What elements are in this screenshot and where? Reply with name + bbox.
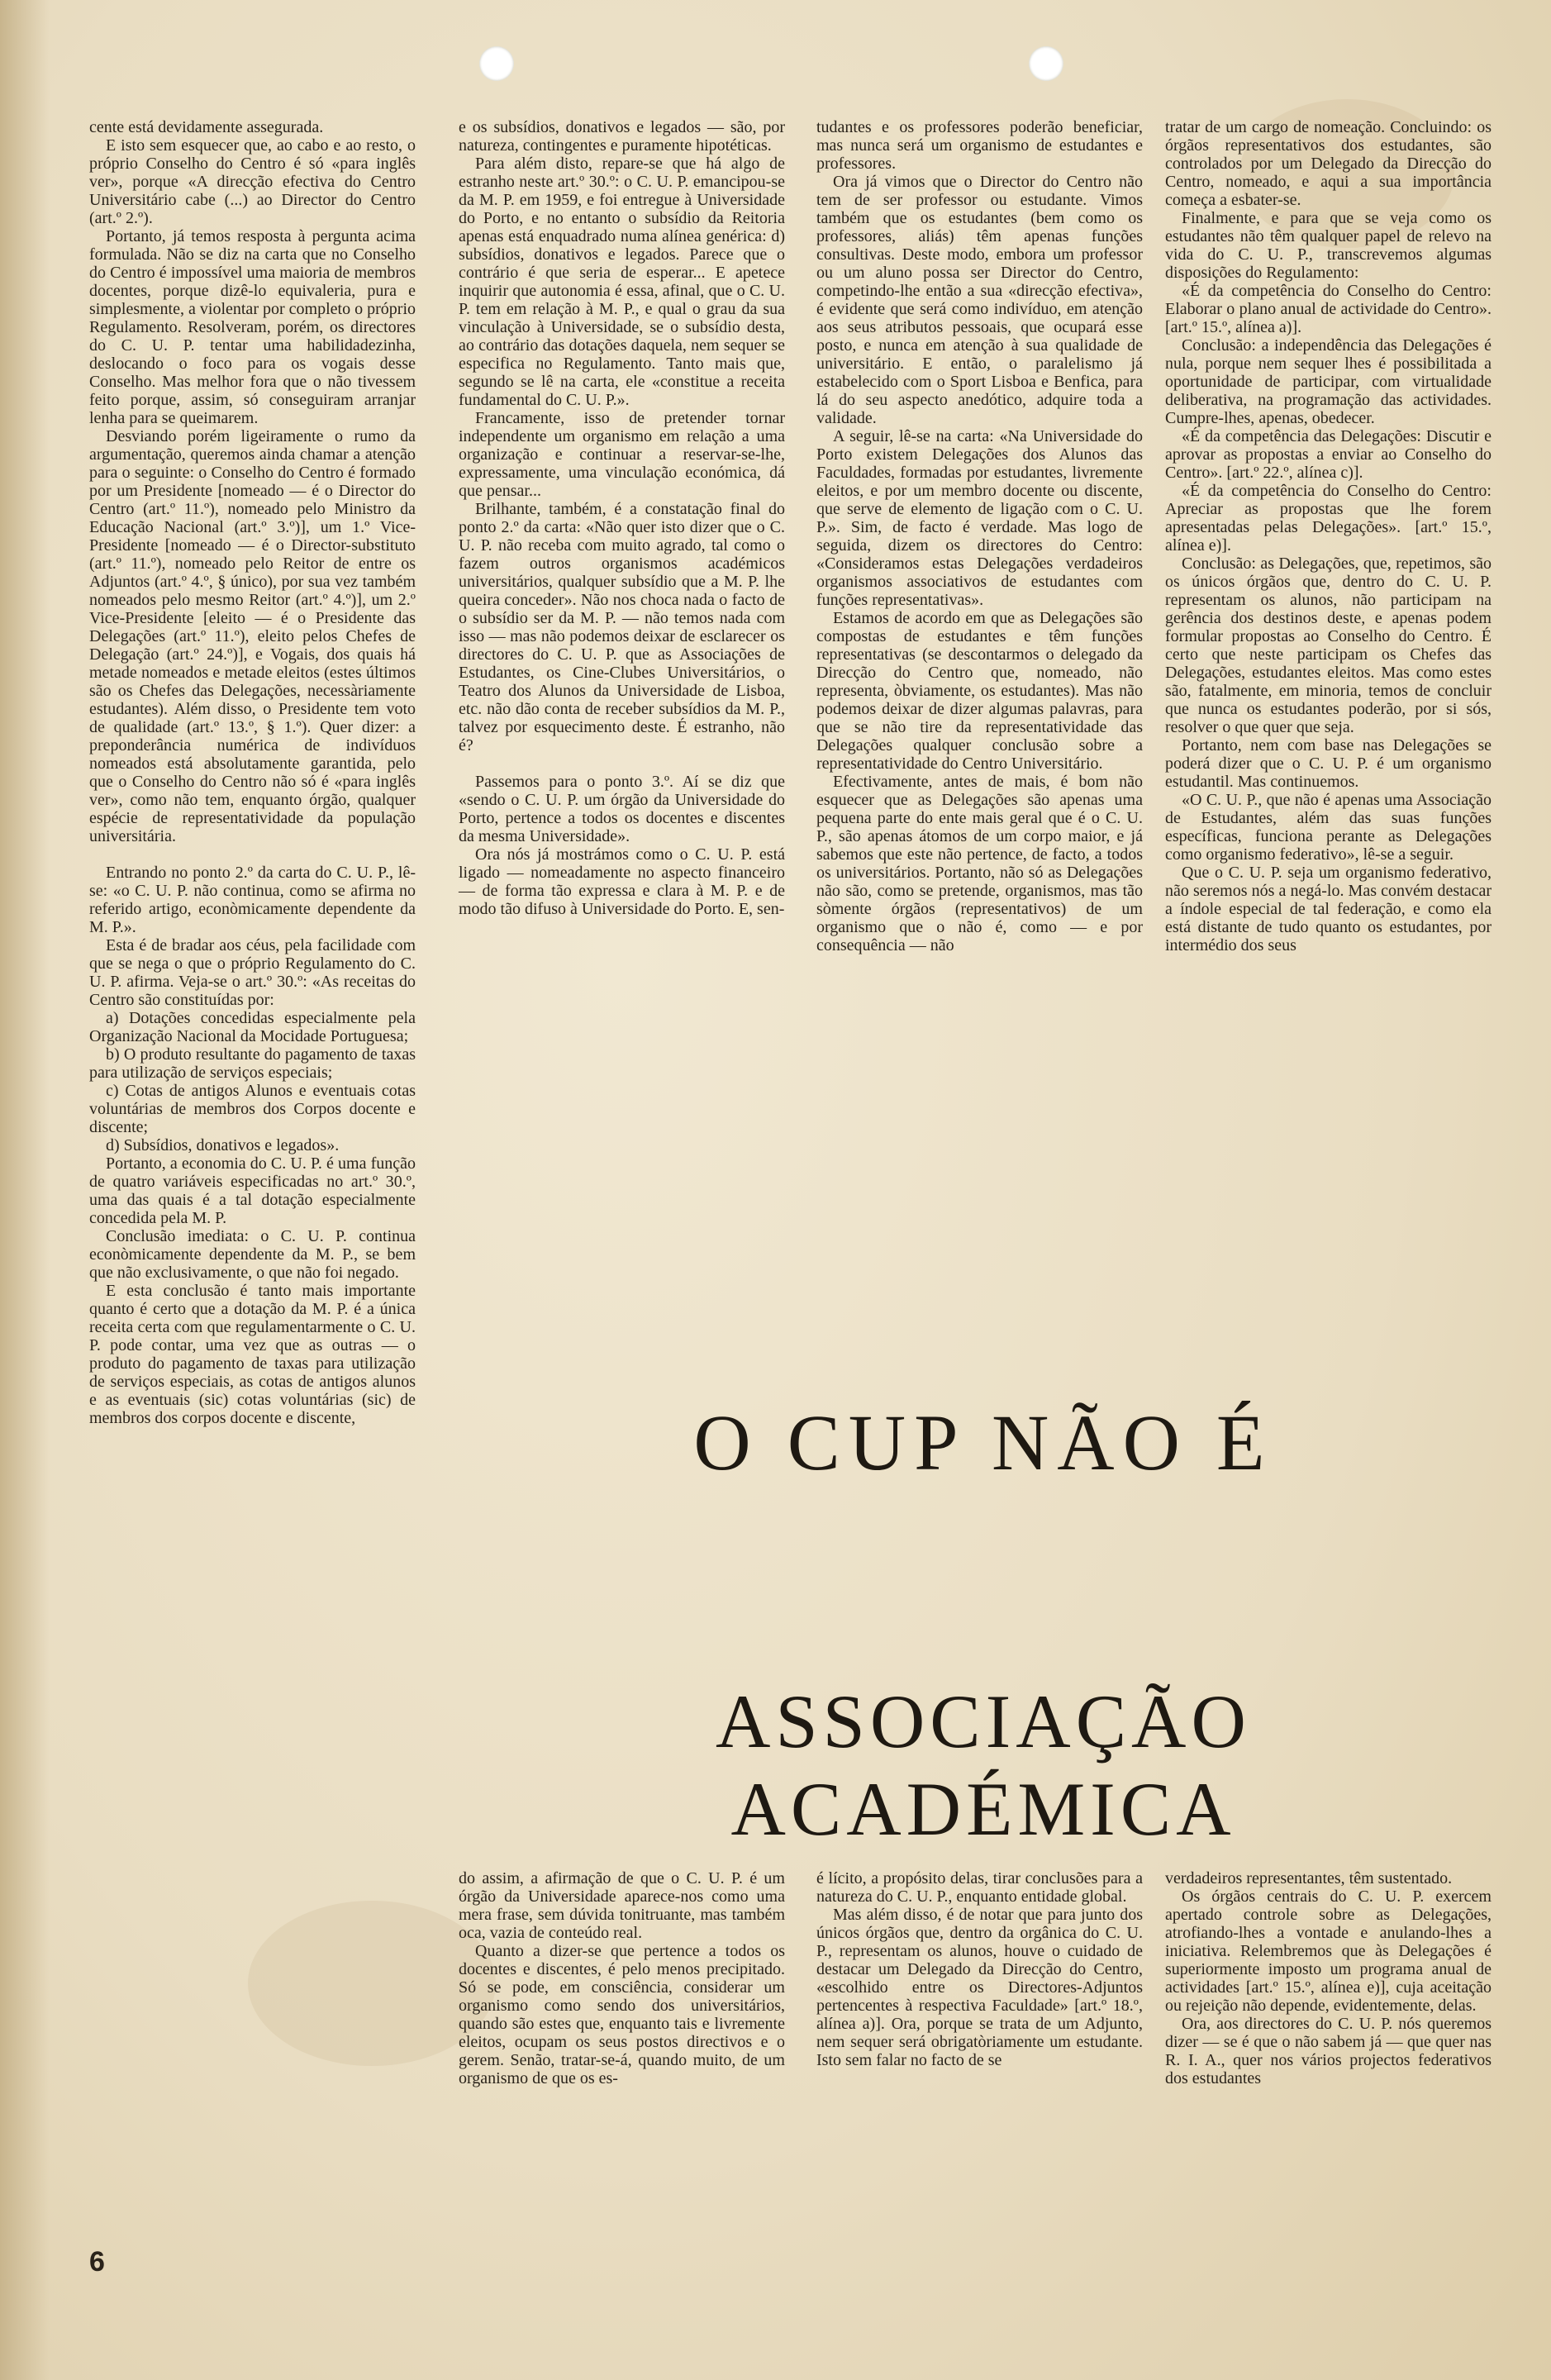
article-paragraph: Quanto a dizer-se que pertence a todos os docentes e discentes, é pelo menos precipitado. Só se pode, em consciência, considerar um organismo como sendo dos universitários, quando são estes que, enquanto tais e livremente eleitos, ocupam os seus postos directivos e o gerem. Senão, tratar-se-á, quando muito, de um organismo de que os es- (459, 1942, 785, 2087)
article-paragraph: verdadeiros representantes, têm sustentado. (1165, 1869, 1453, 1887)
article-paragraph: Os órgãos centrais do C. U. P. exercem apertado controle sobre as Delegações, atrofiando-lhes a vontade e anulando-lhes a iniciativa. Relembremos que às Delegações é superiormente imposto um programa anual de actividades [art.º 15.º, alínea e)], cuja aceitação ou rejeição não depende, evidentemente, delas. (1165, 1887, 1492, 2015)
article-column-1 (89, 118, 416, 1427)
punch-hole (1029, 46, 1063, 81)
headline-line-1: O CUP NÃO É (693, 1398, 1273, 1487)
article-paragraph: Ora nós já mostrámos como o C. U. P. está ligado — nomeadamente no aspecto financeiro — de forma tão expressa e clara à M. P. e de modo tão difuso à Universidade do Porto. E, sen- (459, 845, 785, 918)
article-paragraph: Que o C. U. P. seja um organismo federativo, não seremos nós a negá-lo. Mas convém destacar a índole especial de tal federação, e como ela está distante de tudo quanto os estudantes, por intermédio dos seus (1165, 864, 1492, 954)
article-paragraph: tudantes e os professores poderão beneficiar, mas nunca será um organismo de estudantes e professores. (816, 118, 1143, 173)
article-paragraph: Conclusão imediata: o C. U. P. continua econòmicamente dependente da M. P., se bem que não exclusivamente, o que não foi negado. (89, 1227, 416, 1282)
page-number: 6 (89, 2246, 105, 2278)
punch-hole (479, 46, 514, 81)
article-paragraph: A seguir, lê-se na carta: «Na Universidade do Porto existem Delegações dos Alunos das Faculdades, formadas por estudantes, livremente eleitos, e por um membro docente ou discente, que serve de elemento de ligação com o C. U. P.». Sim, de facto é verdade. Mas logo de seguida, dizem os directores do Centro: «Consideramos estas Delegações verdadeiros organismos associativos de estudantes com funções representativas». (816, 427, 1143, 609)
article-paragraph: tratar de um cargo de nomeação. Concluindo: os órgãos representativos dos estudantes, são controlados por um Delegado da Direcção do Centro, nomeado, e aqui a sua importância começa a esbater-se. (1165, 118, 1492, 209)
article-paragraph: «É da competência das Delegações: Discutir e aprovar as propostas a enviar ao Conselho do Centro». [art.º 22.º, alínea c)]. (1165, 427, 1492, 482)
article-paragraph: Portanto, já temos resposta à pergunta acima formulada. Não se diz na carta que no Conselho do Centro é impossível uma maioria de membros docentes, porque dizê-lo equivaleria, pura e simplesmente, a violentar por completo o próprio Regulamento. Resolveram, porém, os directores do C. U. P. tentar uma habilidadezinha, deslocando o foco para os vogais desse Conselho. Mas melhor fora que o não tivessem feito porque, assim, só conseguiram arranjar lenha para se queimarem. (89, 227, 416, 427)
page-edge-shadow (0, 0, 50, 2380)
article-paragraph: Francamente, isso de pretender tornar independente um organismo em relação a uma organização e continuar a reservar-se-lhe, expressamente, uma vinculação económica, dá que pensar... (459, 409, 785, 500)
article-paragraph: Entrando no ponto 2.º da carta do C. U. P., lê-se: «o C. U. P. não continua, como se afirma no referido artigo, econòmicamente dependente da M. P.». (89, 864, 416, 936)
article-paragraph: E esta conclusão é tanto mais importante quanto é certo que a dotação da M. P. é a única receita certa com que regulamentarmente o C. U. P. pode contar, uma vez que as outras — o produto do pagamento de taxas para utilização de serviços especiais, as cotas de antigos alunos e as eventuais (sic) cotas voluntárias (sic) de membros dos corpos docente e discente, (89, 1282, 416, 1427)
article-paragraph: Estamos de acordo em que as Delegações são compostas de estudantes e têm funções representativas (se descontarmos o delegado da Direcção do Centro que, nomeado, não representa, òbviamente, os estudantes). Mas não podemos deixar de dizer algumas palavras, para que se não tire da representatividade das Delegações qualquer conclusão sobre a representatividade do Centro Universitário. (816, 609, 1143, 773)
article-paragraph: c) Cotas de antigos Alunos e eventuais cotas voluntárias de membros dos Corpos docente e discente; (89, 1082, 416, 1136)
article-paragraph: Conclusão: as Delegações, que, repetimos, são os únicos órgãos que, dentro do C. U. P. representam os alunos, não participam na gerência dos destinos deste, e apenas podem formular propostas ao Conselho do Centro. É certo que neste participam os Chefes das Delegações, estudantes eleitos. Mas como estes são, fatalmente, em minoria, temos de concluir que nunca os estudantes poderão, por si sós, resolver o que quer que seja. (1165, 555, 1492, 736)
article-paragraph: Mas além disso, é de notar que para junto dos únicos órgãos que, dentro da orgânica do C. U. P., representam os alunos, houve o cuidado de destacar um Delegado da Direcção do Centro, «escolhido entre os Directores-Adjuntos pertencentes à respectiva Faculdade» [art.º 18.º, alínea a)]. Ora, porque se trata de um Adjunto, nem sequer será obrigatòriamente um estudante. Isto sem falar no facto de se (816, 1906, 1143, 2069)
article-paragraph: E isto sem esquecer que, ao cabo e ao resto, o próprio Conselho do Centro é só «para inglês ver», porque «A direcção efectiva do Centro Universitário cabe (...) ao Director do Centro (art.º 2.º). (89, 136, 416, 227)
article-column-2-continued (459, 1869, 785, 2087)
article-column-3 (816, 118, 1143, 954)
article-paragraph: d) Subsídios, donativos e legados». (106, 1136, 340, 1154)
article-paragraph: Desviando porém ligeiramente o rumo da argumentação, queremos ainda chamar a atenção para o seguinte: o Conselho do Centro é formado por um Presidente [nomeado — é o Director do Centro (art.º 11.º), nomeado pelo Ministro da Educação Nacional (art.º 3.º)], um 1.º Vice-Presidente [nomeado — é o Director-substituto (art.º 11.º), nomeado pelo Reitor de entre os Adjuntos (art.º 4.º, § único), por sua vez também nomeados pelo mesmo Reitor (art.º 4.º)], um 2.º Vice-Presidente [eleito — é o Presidente das Delegações (art.º 11.º), eleito pelos Chefes de Delegação (art.º 24.º)], e Vogais, dos quais há metade nomeados e metade eleitos (estes últimos são os Chefes das Delegações, necessàriamente estudantes). Além disso, o Presidente tem voto de qualidade (art.º 13.º, § 1.º). Quer dizer: a preponderância numérica de indivíduos nomeados está absolutamente garantida, pelo que o Conselho do Centro não só é «para inglês ver», como não tem, enquanto órgão, qualquer espécie de representatividade da população universitária. (89, 427, 416, 845)
article-paragraph: Ora, aos directores do C. U. P. nós queremos dizer — se é que o não sabem já — que quer nas R. I. A., quer nos vários projectos federativos dos estudantes (1165, 2015, 1492, 2087)
article-column-2 (459, 118, 785, 918)
article-paragraph: «O C. U. P., que não é apenas uma Associação de Estudantes, além das suas funções específicas, funciona perante as Delegações como organismo federativo», lê-se a seguir. (1165, 791, 1492, 864)
article-column-4-continued (1165, 1869, 1492, 2087)
article-paragraph: cente está devidamente assegurada. (89, 118, 324, 136)
headline-line-2: ASSOCIAÇÃO ACADÉMICA (716, 1679, 1251, 1851)
article-paragraph: Efectivamente, antes de mais, é bom não esquecer que as Delegações são apenas uma pequena parte do ente mais geral que é o C. U. P., são apenas átomos de um corpo maior, e já sabemos que este não pertence, de facto, a todos os universitários. Portanto, não só as Delegações não são, como se pretende, organismos, mas tão sòmente órgãos (representativos) de um organismo que o não é, como — e por consequência — não (816, 773, 1143, 954)
article-paragraph: é lícito, a propósito delas, tirar conclusões para a natureza do C. U. P., enquanto entidade global. (816, 1869, 1143, 1906)
article-paragraph: Esta é de bradar aos céus, pela facilidade com que se nega o que o próprio Regulamento do C. U. P. afirma. Veja-se o art.º 30.º: «As receitas do Centro são constituídas por: (89, 936, 416, 1009)
article-paragraph: b) O produto resultante do pagamento de taxas para utilização de serviços especiais; (89, 1045, 416, 1082)
article-paragraph: do assim, a afirmação de que o C. U. P. é um órgão da Universidade aparece-nos como uma mera frase, sem dúvida tonitruante, mas também oca, vazia de conteúdo real. (459, 1869, 785, 1942)
article-paragraph: Para além disto, repare-se que há algo de estranho neste art.º 30.º: o C. U. P. emancipou-se da M. P. em 1959, e foi entregue à Universidade do Porto, e no entanto o subsídio da Reitoria apenas está enquadrado numa alínea genérica: d) subsídios, donativos e legados. Parece que o contrário é que seria de esperar... E apetece inquirir que autonomia é essa, afinal, que o C. U. P. tem em relação à M. P., e qual o grau da sua vinculação à Universidade, se o subsídio desta, ao contrário das dotações daquela, nem sequer se especifica no Regulamento. Tanto mais que, segundo se lê na carta, ele «constitue a receita fundamental do C. U. P.». (459, 155, 785, 409)
article-paragraph: Portanto, a economia do C. U. P. é uma função de quatro variáveis especificadas no art.º 30.º, uma das quais é a tal dotação especialmente concedida pela M. P. (89, 1154, 416, 1227)
article-paragraph: e os subsídios, donativos e legados — são, por natureza, contingentes e puramente hipotéticas. (459, 118, 785, 155)
article-paragraph: Ora já vimos que o Director do Centro não tem de ser professor ou estudante. Vimos também que os estudantes (bem como os professores, aliás) têm apenas funções consultivas. Deste modo, embora um professor ou um aluno possa ser Director do Centro, competindo-lhe então a sua «direcção efectiva», é evidente que será como indivíduo, em atenção aos seus atributos pessoais, que ocupará esse posto, e nunca em atenção à sua qualidade de universitário. E então, o paralelismo já estabelecido com o Sport Lisboa e Benfica, para lá do seu aspecto anedótico, adquire toda a validade. (816, 173, 1143, 427)
article-column-3-continued (816, 1869, 1143, 2069)
article-column-4 (1165, 118, 1492, 954)
article-paragraph: a) Dotações concedidas especialmente pela Organização Nacional da Mocidade Portuguesa; (89, 1009, 416, 1045)
article-paragraph: Finalmente, e para que se veja como os estudantes não têm qualquer papel de relevo na vida do C. U. P., transcrevemos algumas disposições do Regulamento: (1165, 209, 1492, 282)
article-paragraph: «É da competência do Conselho do Centro: Apreciar as propostas que lhe forem apresentadas pelas Delegações». [art.º 15.º, alínea e)]. (1165, 482, 1492, 555)
article-paragraph: Conclusão: a independência das Delegações é nula, porque nem sequer lhes é possibilitada a oportunidade de participar, com virtualidade deliberativa, na programação das actividades. Cumpre-lhes, apenas, obedecer. (1165, 336, 1492, 427)
article-paragraph: «É da competência do Conselho do Centro: Elaborar o plano anual de actividade do Centro». [art.º 15.º, alínea a)]. (1165, 282, 1492, 336)
article-paragraph: Passemos para o ponto 3.º. Aí se diz que «sendo o C. U. P. um órgão da Universidade do Porto, pertence a todos os docentes e discentes da mesma Universidade». (459, 773, 785, 845)
article-paragraph: Brilhante, também, é a constatação final do ponto 2.º da carta: «Não quer isto dizer que o C. U. P. não receba com muito agrado, tal como o fazem outros organismos académicos universitários, qualquer subsídio que a M. P. lhe queira conceder». Não nos choca nada o facto de o subsídio ser da M. P. — não temos nada com isso — mas não podemos deixar de esclarecer os directores do C. U. P. que as Associações de Estudantes, os Cine-Clubes Universitários, o Teatro dos Alunos da Universidade de Lisboa, etc. não dão conta de receber subsídios da M. P., talvez por esquecimento deste. É estranho, não é? (459, 500, 785, 754)
article-paragraph: Portanto, nem com base nas Delegações se poderá dizer que o C. U. P. é um organismo estudantil. Mas continuemos. (1165, 736, 1492, 791)
